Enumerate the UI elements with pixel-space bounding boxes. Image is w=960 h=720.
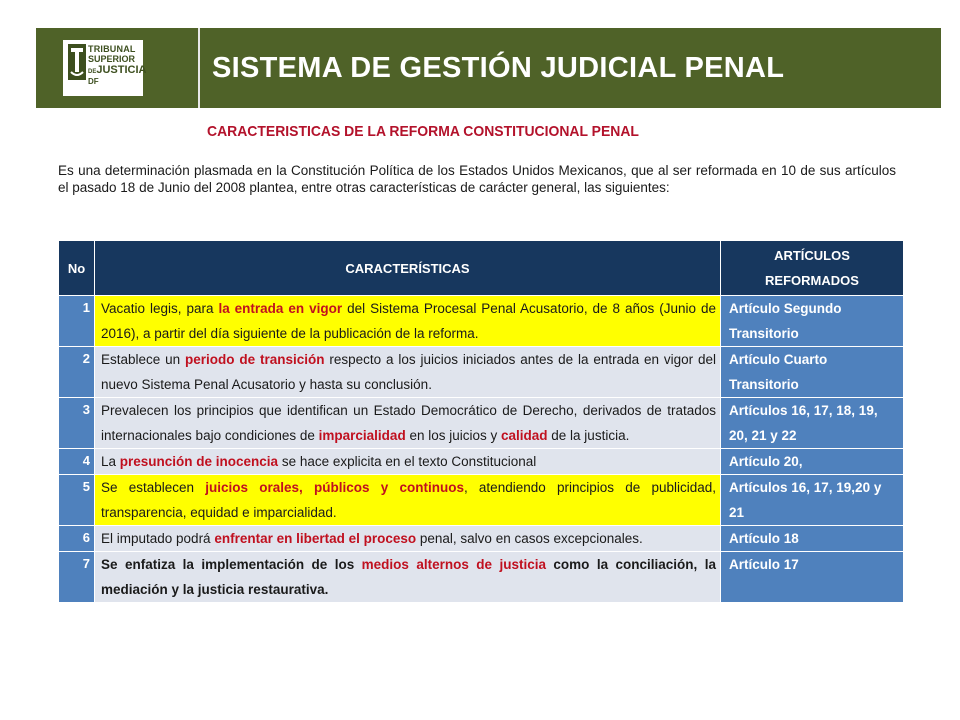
- header-caracteristicas: CARACTERÍSTICAS: [95, 241, 721, 296]
- characteristics-table: [58, 240, 904, 603]
- row-number: 2: [59, 347, 95, 398]
- table-row: [59, 475, 904, 526]
- tribunal-emblem-icon: [68, 44, 86, 80]
- table-row: [59, 449, 904, 475]
- table-row: [59, 398, 904, 449]
- highlight-text: juicios orales, públicos y continuos: [205, 480, 464, 495]
- text-segment: como la conciliación, la mediación y la justicia restaurativa.: [101, 557, 716, 597]
- text-segment: Establece un: [101, 352, 186, 367]
- highlight-text: enfrentar en libertad el proceso: [214, 531, 417, 546]
- row-articulo: Artículos 16, 17, 18, 19, 20, 21 y 22: [721, 398, 904, 449]
- row-caracteristica: [95, 296, 721, 347]
- logo-text-de: DE: [88, 69, 97, 75]
- highlight-text: calidad: [501, 428, 548, 443]
- text-segment: La: [101, 454, 120, 469]
- row-number: 6: [59, 526, 95, 552]
- row-number: 7: [59, 552, 95, 603]
- text-segment: Se enfatiza la implementación de los: [101, 557, 362, 572]
- row-caracteristica: [95, 475, 721, 526]
- text-segment: penal, salvo en casos excepcionales.: [416, 531, 643, 546]
- row-articulo: Artículo 20,: [721, 449, 904, 475]
- row-caracteristica: [95, 398, 721, 449]
- text-segment: El imputado podrá: [101, 531, 215, 546]
- row-number: 3: [59, 398, 95, 449]
- page-title: SISTEMA DE GESTIÓN JUDICIAL PENAL: [212, 52, 785, 84]
- tribunal-logo: [63, 40, 147, 96]
- highlight-text: imparcialidad: [318, 428, 406, 443]
- logo-text-df: DF: [88, 77, 99, 86]
- highlight-text: periodo de transición: [185, 352, 325, 367]
- text-segment: Se establecen: [101, 480, 206, 495]
- logo-text-justicia-word: JUSTICIA: [96, 64, 147, 76]
- section-subtitle: CARACTERISTICAS DE LA REFORMA CONSTITUCIONAL PENAL: [207, 123, 639, 140]
- row-number: 4: [59, 449, 95, 475]
- row-number: 1: [59, 296, 95, 347]
- text-segment: se hace explicita en el texto Constitucional: [278, 454, 537, 469]
- text-segment: del Sistema Procesal Penal Acusatorio, de 8 años (Junio de 2016), a partir del día siguiente de la publicación de la reforma.: [101, 301, 716, 341]
- header-no: No: [59, 241, 95, 296]
- logo-text-justicia: [88, 65, 146, 76]
- highlight-text: presunción de inocencia: [119, 454, 279, 469]
- row-articulo: Artículo Cuarto Transitorio: [721, 347, 904, 398]
- text-segment: de la justicia.: [547, 428, 630, 443]
- row-articulo: Artículo 18: [721, 526, 904, 552]
- row-caracteristica: [95, 449, 721, 475]
- highlight-text: medios alternos de justicia: [361, 557, 546, 572]
- table-row: [59, 347, 904, 398]
- table-row: [59, 552, 904, 603]
- row-number: 5: [59, 475, 95, 526]
- text-segment: respecto a los juicios iniciados antes de la entrada en vigor del nuevo Sistema Penal Acusatorio y hasta su conclusión.: [101, 352, 716, 392]
- row-caracteristica: [95, 552, 721, 603]
- text-segment: Vacatio legis, para: [101, 301, 219, 316]
- table-row: [59, 296, 904, 347]
- highlight-text: la entrada en vigor: [218, 301, 343, 316]
- header-articulos-line2: REFORMADOS: [765, 273, 859, 288]
- table-row: [59, 526, 904, 552]
- row-articulo: Artículo Segundo Transitorio: [721, 296, 904, 347]
- text-segment: en los juicios y: [405, 428, 501, 443]
- logo-text-tribunal: TRIBUNAL: [88, 44, 136, 54]
- text-segment: Prevalecen los principios que identifican un Estado Democrático de Derecho, derivados de tratados internacionales bajo condiciones de: [101, 403, 716, 443]
- row-articulo: Artículos 16, 17, 19,20 y 21: [721, 475, 904, 526]
- row-caracteristica: [95, 347, 721, 398]
- logo-text-superior: SUPERIOR: [88, 54, 136, 64]
- text-segment: , atendiendo principios de publicidad, transparencia, equidad e imparcialidad.: [101, 480, 716, 520]
- row-articulo: Artículo 17: [721, 552, 904, 603]
- header-articulos-line1: ARTÍCULOS: [774, 248, 850, 263]
- table-header-row: [59, 241, 904, 296]
- intro-paragraph: Es una determinación plasmada en la Constitución Política de los Estados Unidos Mexicanos, que al ser reformada en 10 de sus artículos el pasado 18 de Junio del 2008 plantea, entre otras características de carácter general, las siguientes:: [58, 163, 896, 195]
- banner-divider: [198, 28, 200, 108]
- row-caracteristica: [95, 526, 721, 552]
- header-articulos: [721, 241, 904, 296]
